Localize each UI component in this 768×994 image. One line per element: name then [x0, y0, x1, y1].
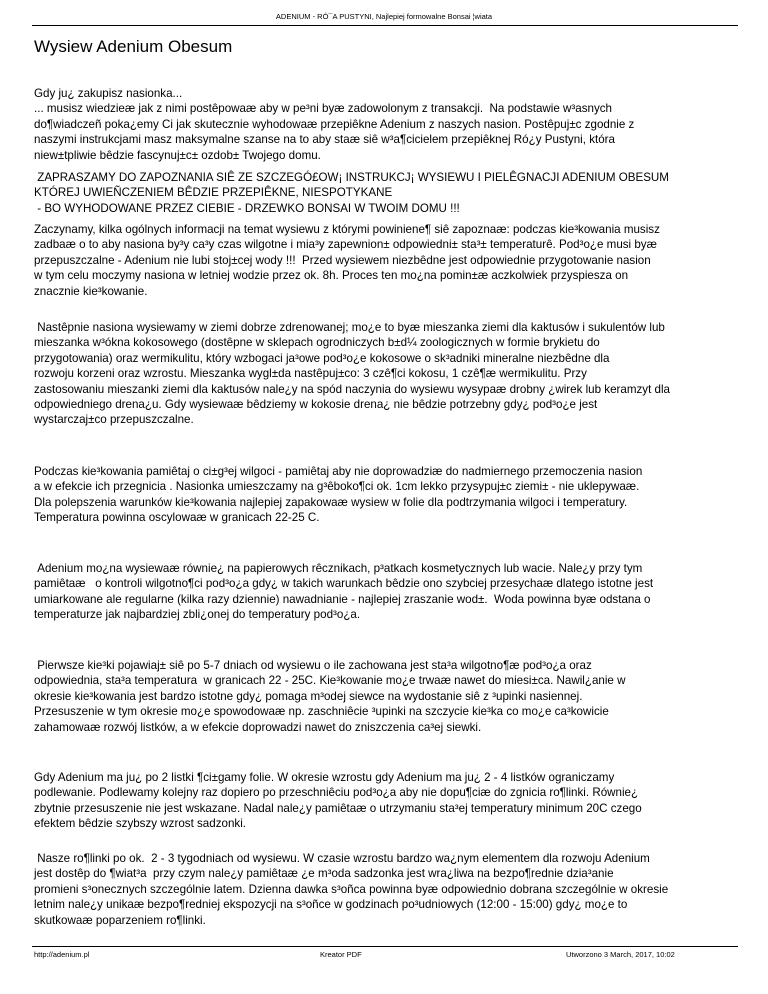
first-sprouts-paragraph: Pierwsze kie³ki pojawiaj± siê po 5-7 dniach od wysiewu o ile zachowana jest sta³a wilgotno¶æ pod³o¿a oraz odpowiednia, sta³a temperatura w granicach 22 - 25C. Kie³kowanie mo¿e trwaæ nawet do miesi±ca. Nawil¿anie w okresie kie³kowania jest bardzo istotne gdy¿ pomaga m³odej siewce na wydostanie siê z ³upinki nasiennej. Przesuszenie w tym okresie mo¿e spowodowaæ np. zaschniêcie ³upinki na szczycie kie³ka co mo¿e ca³kowicie zahamowaæ rozwój listków, a w efekcie doprowadzi nawet do zniszczenia ca³ej siewki. [34, 659, 626, 734]
invitation-paragraph: ZAPRASZAMY DO ZAPOZNANIA SIÊ ZE SZCZEGÓ£OW¡ INSTRUKCJ¡ WYSIEWU I PIELÊGNACJI ADENIUM OBESUM KTÓREJ UWIEÑCZENIEM BÊDZIE PRZEPIÊKNE, NIESPOTYKANE - BO WYHODOWANE PRZEZ CIEBIE - DRZEWKO BONSAI W TWOIM DOMU !!! [34, 171, 669, 215]
light-paragraph: Nasze ro¶linki po ok. 2 - 3 tygodniach od wysiewu. W czasie wzrostu bardzo wa¿nym elementem dla rozwoju Adenium jest dostêp do ¶wiat³a przy czym nale¿y pamiêtaæ ¿e m³oda sadzonka jest wra¿liwa na bezpo¶rednie dzia³anie promieni s³onecznych szczególnie latem. Dzienna dawka s³oñca powinna byæ odpowiednio dobrana szczególnie w okresie letnim nale¿y unikaæ bezpo¶redniej ekspozycji na s³oñce w godzinach po³udniowych (12:00 - 15:00) gdy¿ mo¿e to skutkowaæ poparzeniem ro¶linki. [34, 852, 669, 927]
germination-paragraph: Podczas kie³kowania pamiêtaj o ci±g³ej wilgoci - pamiêtaj aby nie doprowadziæ do nadmiernego przemoczenia nasion a w efekcie ich przegnicia . Nasionka umieszczamy na g³êboko¶ci ok. 1cm lekko przysypuj±c ziemi± - nie uklepywaæ. Dla polepszenia warunków kie³kowania najlepiej zapakowaæ wysiew w folie dla podtrzymania wilgoci i temperatury. Temperatura powinna oscylowaæ w granicach 22-25 C. [34, 465, 643, 525]
intro-paragraph: Gdy ju¿ zakupisz nasionka... ... musisz wiedzieæ jak z nimi postêpowaæ aby w pe³ni byæ zadowolonym z transakcji. Na podstawie w³asnych do¶wiadczeñ poka¿emy Ci jak skutecznie wyhodowaæ przepiêkne Adenium z naszych nasion. Postêpuj±c zgodnie z naszymi instrukcjami masz maksymalne szanse na to aby staæ siê w³a¶cicielem przepiêknej Ró¿y Pustyni, która niew±tpliwie bêdzie fascynuj±c± ozdob± Twojego domu. [34, 87, 635, 162]
footer-generator: Kreator PDF [320, 950, 362, 959]
header-rule [32, 25, 738, 26]
footer-rule [32, 946, 738, 947]
footer-url-link[interactable]: http://adenium.pl [34, 950, 90, 959]
sowing-medium-paragraph: Nastêpnie nasiona wysiewamy w ziemi dobrze zdrenowanej; mo¿e to byæ mieszanka ziemi dla kaktusów i sukulentów lub mieszanka w³ókna kokosowego (dostêpne w sklepach ogrodniczych b±d¼ zoologicznych w formie brykietu do przygotowania) oraz wermikulitu, który wzbogaci ja³owe pod³o¿e kokosowe o sk³adniki mineralne niezbêdne dla rozwoju korzeni oraz wzrostu. Mieszanka wygl±da nastêpuj±co: 3 czê¶ci kokosu, 1 czê¶æ wermikulitu. Przy zastosowaniu mieszanki ziemi dla kaktusów nale¿y na spód naczynia do wysiewu wysypaæ drobny ¿wirek lub keramzyt dla odpowiedniego drena¿u. Gdy wysiewaæ bêdziemy w kokosie drena¿ nie bêdzie potrzebny gdy¿ pod³o¿e jest wystarczaj±co przepuszczalne. [34, 321, 671, 427]
general-info-paragraph: Zaczynamy, kilka ogólnych informacji na temat wysiewu z którymi powiniene¶ siê zapoznaæ: podczas kie³kowania musisz zadbaæ o to aby nasiona by³y ca³y czas wilgotne i mia³y zapewnion± odpowiedni± sta³± temperaturê. Pod³o¿e musi byæ przepuszczalne - Adenium nie lubi stoj±cej wody !!! Przed wysiewem niezbêdne jest odpowiednie przygotowanie nasion w tym celu moczymy nasiona w letniej wodzie przez ok. 8h. Proces ten mo¿na pomin±æ aczkolwiek przyspiesza on znacznie kie³kowanie. [34, 223, 660, 298]
footer-created-date: Utworzono 3 March, 2017, 10:02 [566, 950, 675, 959]
watering-paragraph: Gdy Adenium ma ju¿ po 2 listki ¶ci±gamy folie. W okresie wzrostu gdy Adenium ma ju¿ 2 - 4 listków ograniczamy podlewanie. Podlewamy kolejny raz dopiero po przeschniêciu pod³o¿a aby nie dopu¶ciæ do zgnicia ro¶linki. Równie¿ zbytnie przesuszenie nie jest wskazane. Nadal nale¿y pamiêtaæ o utrzymaniu sta³ej temperatury minimum 20C czego efektem bêdzie szybszy wzrost sadzonki. [34, 771, 642, 831]
running-header: ADENIUM - RÓ¯A PUSTYNI, Najlepiej formowalne Bonsai ¦wiata [275, 12, 493, 21]
page-title: Wysiew Adenium Obesum [34, 37, 233, 56]
paper-towel-paragraph: Adenium mo¿na wysiewaæ równie¿ na papierowych rêcznikach, p³atkach kosmetycznych lub wacie. Nale¿y przy tym pamiêtaæ o kontroli wilgotno¶ci pod³o¿a gdy¿ w takich warunkach bêdzie ono szybciej przesychaæ dlatego istotne jest umiarkowane ale regularne (kilka razy dziennie) nawadnianie - najlepiej zraszanie wod±. Woda powinna byæ odstana o temperaturze jak najbardziej zbli¿onej do temperatury pod³o¿a. [34, 562, 654, 622]
